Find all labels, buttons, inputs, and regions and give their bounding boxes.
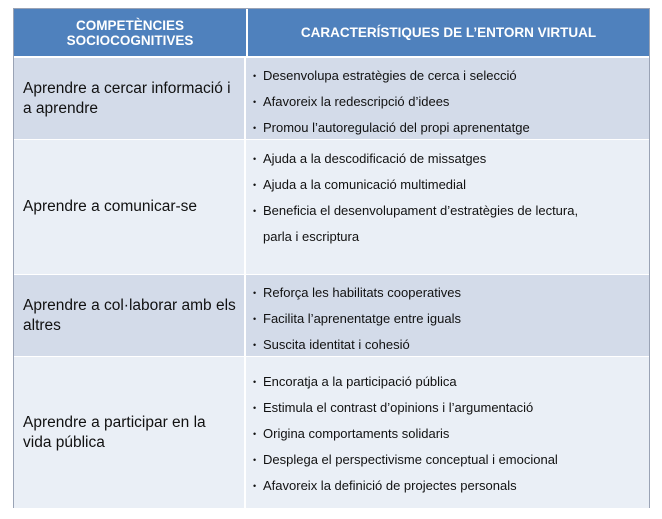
competence-cell: Aprendre a participar en la vida pública	[14, 357, 246, 508]
table-header	[14, 9, 649, 58]
list-item: • Origina comportaments solidaris	[253, 426, 450, 441]
characteristics-cell	[248, 58, 649, 139]
list-item: • Facilita l’aprenentatge entre iguals	[253, 311, 462, 326]
header-competences: COMPETÈNCIES SOCIOCOGNITIVES	[14, 9, 248, 56]
list-item: • Desplega el perspectivisme conceptual i emocional	[253, 452, 558, 467]
competence-cell: Aprendre a comunicar-se	[14, 140, 246, 274]
characteristics-cell	[248, 357, 649, 508]
list-item: • Suscita identitat i cohesió	[253, 337, 410, 352]
list-item: • Ajuda a la comunicació multimedial	[253, 177, 467, 192]
list-item: parla i escriptura	[263, 229, 360, 244]
table-row	[14, 274, 649, 356]
list-item: • Promou l’autoregulació del propi aprenentatge	[253, 120, 530, 135]
list-item: • Estimula el contrast d’opinions i l’argumentació	[253, 400, 534, 415]
table-row	[14, 139, 649, 274]
characteristics-cell	[248, 140, 649, 274]
table-row	[14, 57, 649, 139]
list-item: • Encoratja a la participació pública	[253, 374, 457, 389]
competence-cell: Aprendre a col·laborar amb els altres	[14, 275, 246, 356]
list-item: • Reforça les habilitats cooperatives	[253, 285, 461, 300]
list-item: • Ajuda a la descodificació de missatges	[253, 151, 487, 166]
competence-cell: Aprendre a cercar informació i a aprendre	[14, 58, 246, 139]
header-characteristics: CARACTERÍSTIQUES DE L’ENTORN VIRTUAL	[300, 25, 597, 40]
list-item: • Desenvolupa estratègies de cerca i selecció	[253, 68, 517, 83]
table-row	[14, 356, 649, 508]
list-item: • Beneficia el desenvolupament d’estratègies de lectura,	[253, 203, 579, 218]
list-item: • Afavoreix la definició de projectes personals	[253, 478, 517, 493]
characteristics-cell	[248, 275, 649, 356]
list-item: • Afavoreix la redescripció d’idees	[253, 94, 450, 109]
competences-table	[13, 8, 650, 508]
